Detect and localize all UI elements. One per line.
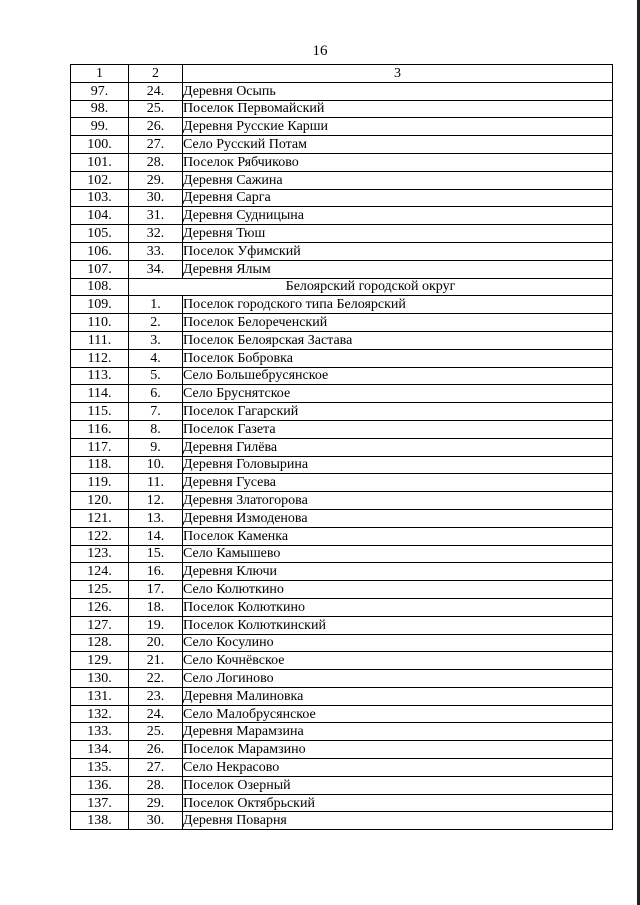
settlement-name: Деревня Златогорова <box>183 492 613 510</box>
row-subnumber: 25. <box>129 100 183 118</box>
settlement-name: Поселок Рябчиково <box>183 153 613 171</box>
row-subnumber: 27. <box>129 136 183 154</box>
row-subnumber: 15. <box>129 545 183 563</box>
settlement-name: Деревня Осыпь <box>183 82 613 100</box>
row-number: 136. <box>71 776 129 794</box>
settlement-name: Село Колюткино <box>183 581 613 599</box>
row-number: 123. <box>71 545 129 563</box>
row-number: 126. <box>71 598 129 616</box>
row-subnumber: 21. <box>129 652 183 670</box>
settlement-name: Поселок Уфимский <box>183 242 613 260</box>
row-subnumber: 8. <box>129 420 183 438</box>
column-header-2: 2 <box>129 65 183 83</box>
settlement-name: Поселок Белореченский <box>183 314 613 332</box>
table-row <box>71 670 613 688</box>
table-row <box>71 545 613 563</box>
settlement-name: Село Некрасово <box>183 759 613 777</box>
table-row <box>71 367 613 385</box>
row-number: 115. <box>71 403 129 421</box>
table-row <box>71 349 613 367</box>
settlement-name: Поселок Колюткино <box>183 598 613 616</box>
settlement-name: Поселок Первомайский <box>183 100 613 118</box>
row-number: 110. <box>71 314 129 332</box>
settlement-name: Деревня Измоденова <box>183 509 613 527</box>
row-number: 97. <box>71 82 129 100</box>
table-row <box>71 296 613 314</box>
table-row <box>71 456 613 474</box>
settlement-name: Деревня Судницына <box>183 207 613 225</box>
row-number: 113. <box>71 367 129 385</box>
row-subnumber: 27. <box>129 759 183 777</box>
table-row <box>71 527 613 545</box>
row-subnumber: 1. <box>129 296 183 314</box>
table-row <box>71 189 613 207</box>
settlement-name: Поселок Каменка <box>183 527 613 545</box>
table-row <box>71 759 613 777</box>
settlement-name: Поселок Озерный <box>183 776 613 794</box>
row-number: 129. <box>71 652 129 670</box>
table-row <box>71 598 613 616</box>
row-subnumber: 22. <box>129 670 183 688</box>
table-row <box>71 171 613 189</box>
row-number: 135. <box>71 759 129 777</box>
settlement-name: Поселок Белоярская Застава <box>183 331 613 349</box>
row-number: 121. <box>71 509 129 527</box>
settlement-name: Деревня Марамзина <box>183 723 613 741</box>
table-row <box>71 225 613 243</box>
settlements-table <box>70 64 613 830</box>
settlement-name: Село Логиново <box>183 670 613 688</box>
settlement-name: Деревня Гусева <box>183 474 613 492</box>
row-number: 132. <box>71 705 129 723</box>
table-row <box>71 153 613 171</box>
table-row <box>71 723 613 741</box>
settlement-name: Деревня Сарга <box>183 189 613 207</box>
settlement-name: Деревня Русские Карши <box>183 118 613 136</box>
row-number: 114. <box>71 385 129 403</box>
row-number: 101. <box>71 153 129 171</box>
row-subnumber: 5. <box>129 367 183 385</box>
header-row <box>71 65 613 83</box>
row-number: 99. <box>71 118 129 136</box>
row-subnumber: 16. <box>129 563 183 581</box>
row-subnumber: 30. <box>129 189 183 207</box>
table-row <box>71 812 613 830</box>
row-subnumber: 19. <box>129 616 183 634</box>
row-number: 138. <box>71 812 129 830</box>
table-row <box>71 794 613 812</box>
row-number: 117. <box>71 438 129 456</box>
table-row <box>71 207 613 225</box>
row-subnumber: 32. <box>129 225 183 243</box>
column-header-3: 3 <box>183 65 613 83</box>
row-subnumber: 26. <box>129 741 183 759</box>
row-subnumber: 11. <box>129 474 183 492</box>
table-body-before <box>71 82 613 278</box>
row-number: 127. <box>71 616 129 634</box>
row-number: 98. <box>71 100 129 118</box>
table-row <box>71 563 613 581</box>
row-subnumber: 13. <box>129 509 183 527</box>
row-subnumber: 10. <box>129 456 183 474</box>
table-header <box>71 65 613 83</box>
settlement-name: Поселок Бобровка <box>183 349 613 367</box>
section-number: 108. <box>71 278 129 296</box>
row-subnumber: 25. <box>129 723 183 741</box>
settlement-name: Поселок Гагарский <box>183 403 613 421</box>
row-subnumber: 33. <box>129 242 183 260</box>
row-number: 100. <box>71 136 129 154</box>
settlement-name: Село Русский Потам <box>183 136 613 154</box>
settlement-name: Село Камышево <box>183 545 613 563</box>
row-number: 128. <box>71 634 129 652</box>
row-subnumber: 28. <box>129 776 183 794</box>
row-subnumber: 24. <box>129 705 183 723</box>
row-subnumber: 14. <box>129 527 183 545</box>
row-subnumber: 29. <box>129 794 183 812</box>
row-subnumber: 24. <box>129 82 183 100</box>
row-subnumber: 17. <box>129 581 183 599</box>
settlement-name: Село Кочнёвское <box>183 652 613 670</box>
row-subnumber: 28. <box>129 153 183 171</box>
row-subnumber: 23. <box>129 687 183 705</box>
row-number: 125. <box>71 581 129 599</box>
table-row <box>71 242 613 260</box>
column-header-1: 1 <box>71 65 129 83</box>
row-subnumber: 4. <box>129 349 183 367</box>
table-row <box>71 492 613 510</box>
row-subnumber: 26. <box>129 118 183 136</box>
settlement-name: Поселок Колюткинский <box>183 616 613 634</box>
table-row <box>71 331 613 349</box>
table-row <box>71 634 613 652</box>
settlement-name: Поселок городского типа Белоярский <box>183 296 613 314</box>
settlement-name: Деревня Тюш <box>183 225 613 243</box>
row-number: 119. <box>71 474 129 492</box>
settlement-name: Деревня Сажина <box>183 171 613 189</box>
settlement-name: Село Малобрусянское <box>183 705 613 723</box>
row-subnumber: 7. <box>129 403 183 421</box>
table-row <box>71 581 613 599</box>
table-row <box>71 420 613 438</box>
settlement-name: Деревня Головырина <box>183 456 613 474</box>
page-number: 16 <box>312 43 328 59</box>
table-row <box>71 652 613 670</box>
settlement-name: Деревня Малиновка <box>183 687 613 705</box>
row-number: 116. <box>71 420 129 438</box>
row-number: 131. <box>71 687 129 705</box>
row-subnumber: 34. <box>129 260 183 278</box>
row-number: 107. <box>71 260 129 278</box>
table-row <box>71 438 613 456</box>
row-subnumber: 29. <box>129 171 183 189</box>
row-subnumber: 20. <box>129 634 183 652</box>
row-number: 106. <box>71 242 129 260</box>
table-row <box>71 403 613 421</box>
table-row <box>71 509 613 527</box>
table-row <box>71 136 613 154</box>
section-row <box>71 278 613 296</box>
table-body-after <box>71 296 613 830</box>
row-number: 133. <box>71 723 129 741</box>
row-number: 122. <box>71 527 129 545</box>
row-number: 112. <box>71 349 129 367</box>
row-subnumber: 30. <box>129 812 183 830</box>
row-subnumber: 3. <box>129 331 183 349</box>
row-number: 102. <box>71 171 129 189</box>
table-row <box>71 616 613 634</box>
settlement-name: Поселок Октябрьский <box>183 794 613 812</box>
settlement-name: Деревня Ялым <box>183 260 613 278</box>
section-body <box>71 278 613 296</box>
table-row <box>71 314 613 332</box>
settlement-name: Поселок Марамзино <box>183 741 613 759</box>
section-title: Белоярский городской округ <box>129 278 613 296</box>
settlement-name: Деревня Гилёва <box>183 438 613 456</box>
row-subnumber: 31. <box>129 207 183 225</box>
table-row <box>71 260 613 278</box>
table-row <box>71 385 613 403</box>
settlement-name: Поселок Газета <box>183 420 613 438</box>
row-subnumber: 12. <box>129 492 183 510</box>
row-number: 105. <box>71 225 129 243</box>
row-number: 137. <box>71 794 129 812</box>
row-number: 111. <box>71 331 129 349</box>
row-number: 104. <box>71 207 129 225</box>
row-number: 109. <box>71 296 129 314</box>
table-row <box>71 687 613 705</box>
settlement-name: Деревня Ключи <box>183 563 613 581</box>
settlement-name: Село Бруснятское <box>183 385 613 403</box>
table-row <box>71 82 613 100</box>
row-number: 124. <box>71 563 129 581</box>
row-number: 120. <box>71 492 129 510</box>
settlement-name: Село Большебрусянское <box>183 367 613 385</box>
table-row <box>71 118 613 136</box>
row-subnumber: 18. <box>129 598 183 616</box>
table-row <box>71 741 613 759</box>
row-subnumber: 9. <box>129 438 183 456</box>
row-subnumber: 6. <box>129 385 183 403</box>
table-row <box>71 474 613 492</box>
row-subnumber: 2. <box>129 314 183 332</box>
row-number: 130. <box>71 670 129 688</box>
settlement-name: Село Косулино <box>183 634 613 652</box>
row-number: 134. <box>71 741 129 759</box>
table-row <box>71 776 613 794</box>
settlement-name: Деревня Поварня <box>183 812 613 830</box>
table-row <box>71 705 613 723</box>
row-number: 118. <box>71 456 129 474</box>
row-number: 103. <box>71 189 129 207</box>
table-row <box>71 100 613 118</box>
